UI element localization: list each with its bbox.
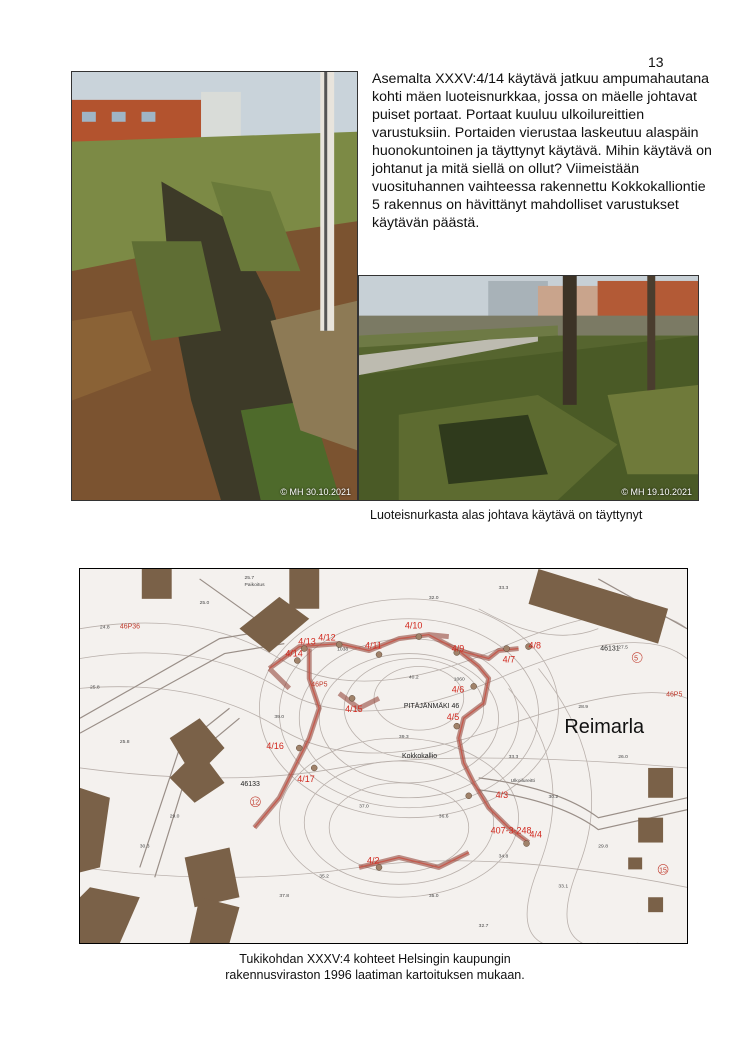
map-site-label: 4/15: [345, 704, 363, 715]
map-site-label: 4/2: [367, 855, 380, 866]
map-parcel-label: 407-3-248: [490, 825, 532, 836]
map-rock-label: Kokkokallio: [401, 752, 438, 760]
svg-text:25.7: 25.7: [244, 575, 255, 581]
map-site-label: 4/5: [446, 712, 460, 723]
map-site-label: 4/16: [266, 741, 284, 752]
map-hill-label: PITÄJÄNMÄKI 46: [403, 703, 460, 711]
svg-text:40.2: 40.2: [408, 675, 419, 681]
map-site-label: 4/10: [404, 620, 423, 631]
map-site-label: 4/14: [285, 648, 303, 659]
map-trail-label: Ulkoilureitti: [510, 778, 535, 784]
map-site-label: 4/13: [298, 636, 316, 647]
svg-text:25.0: 25.0: [199, 600, 210, 606]
map-house-number: 5: [634, 655, 639, 663]
svg-text:35.0: 35.0: [428, 894, 439, 900]
svg-text:37.0: 37.0: [359, 804, 369, 810]
survey-map: [79, 568, 688, 944]
map-site-label: 4/4: [529, 829, 542, 840]
photo-credit-left: © MH 30.10.2021: [280, 487, 351, 497]
svg-text:28.9: 28.9: [578, 705, 589, 711]
map-caption-line: Tukikohdan XXXV:4 kohteet Helsingin kaupungin: [239, 952, 511, 966]
svg-text:35.2: 35.2: [319, 874, 329, 880]
map-zone-code: 46P5: [311, 681, 328, 689]
map-block-number: 46133: [240, 780, 260, 788]
svg-text:32.0: 32.0: [428, 595, 439, 601]
map-site-label: 4/6: [451, 684, 465, 695]
map-zone-code: 46P5: [666, 691, 683, 699]
svg-text:25.8: 25.8: [119, 740, 130, 746]
map-caption-line: rakennusviraston 1996 laatiman kartoituksen mukaan.: [225, 968, 525, 982]
svg-text:32.7: 32.7: [478, 924, 489, 930]
trench-photo-left-image: [72, 72, 357, 500]
map-site-label: 4/8: [528, 640, 541, 651]
map-site-label: 4/9: [451, 643, 465, 654]
photo-caption: Luoteisnurkasta alas johtava käytävä on täyttynyt: [370, 508, 643, 522]
map-site-label: 4/3: [495, 789, 509, 800]
map-block-number: 46131: [600, 645, 620, 653]
map-point-id: 1060: [453, 677, 465, 683]
survey-map-drawing: [80, 569, 687, 943]
svg-text:39.0: 39.0: [274, 715, 285, 721]
svg-text:29.0: 29.0: [169, 814, 180, 820]
map-area-name: Reimarla: [564, 716, 645, 739]
map-caption: [150, 951, 600, 983]
svg-text:29.8: 29.8: [598, 844, 608, 850]
map-site-label: 4/17: [297, 773, 315, 784]
trench-photo-right-image: [359, 276, 698, 500]
svg-text:24.8: 24.8: [99, 625, 110, 631]
svg-text:33.1: 33.1: [558, 884, 569, 890]
intro-paragraph: Asemalta XXXV:4/14 käytävä jatkuu ampumahautana kohti mäen luoteisnurkkaa, jossa on mäelle johtavat puiset portaat. Portaat kuuluu ulkoilureittien varustuksiin. Portaiden vierustaa laskeutuu alaspäin huonokuntoinen ja täyttynyt käytävä. Mihin käytävä on johtanut ja mitä siellä on ollut? Viimeistään vuosituhannen vaihteessa rakennettu Kokkokalliontie 5 rakennus on hävittänyt mahdolliset varustukset käytävän päästä.: [372, 71, 712, 231]
photo-credit-right: © MH 19.10.2021: [621, 487, 692, 497]
map-parking-label: Paikoitus: [244, 582, 265, 588]
svg-text:39.3: 39.3: [398, 735, 409, 741]
svg-text:25.8: 25.8: [89, 685, 100, 691]
trench-photo-right: [358, 275, 699, 501]
svg-text:26.0: 26.0: [618, 754, 628, 760]
svg-text:33.3: 33.3: [508, 754, 519, 760]
map-site-label: 4/12: [318, 632, 336, 643]
svg-text:37.8: 37.8: [279, 894, 290, 900]
map-zone-code: 46P36: [119, 623, 140, 631]
map-point-id: 1038: [337, 647, 349, 653]
map-house-number: 15: [659, 867, 667, 875]
trench-photo-left: [71, 71, 358, 501]
svg-text:30.3: 30.3: [139, 844, 150, 850]
page-number: 13: [648, 54, 664, 70]
map-house-number: 12: [251, 799, 260, 807]
svg-text:34.8: 34.8: [498, 854, 509, 860]
map-site-label: 4/11: [365, 640, 382, 651]
map-site-label: 4/7: [502, 654, 516, 665]
svg-text:33.3: 33.3: [498, 585, 509, 591]
svg-text:27.5: 27.5: [618, 645, 628, 651]
svg-text:30.2: 30.2: [548, 794, 559, 800]
svg-text:36.6: 36.6: [438, 814, 449, 820]
